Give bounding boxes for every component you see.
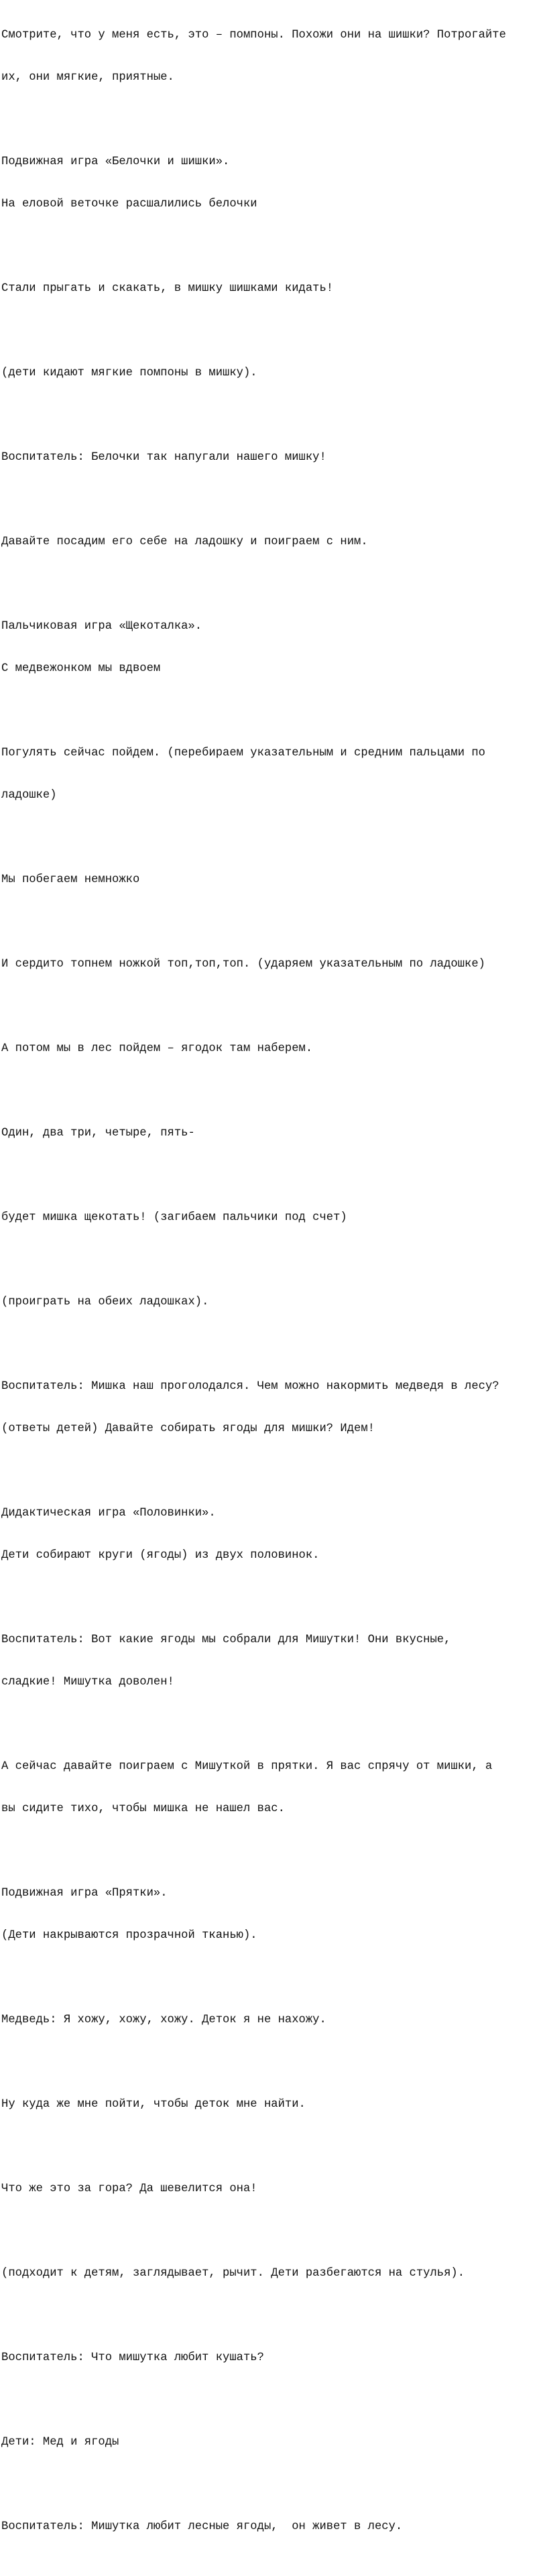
text-line: Дети собирают круги (ягоды) из двух половинок. (1, 1549, 320, 1562)
game-heading: Дидактическая игра «Половинки». (1, 1507, 216, 1520)
text-line: Стали прыгать и скакать, в мишку шишками кидать! (1, 282, 334, 295)
text-line: С медвежонком мы вдвоем (1, 662, 161, 675)
paragraph-23 (1, 2238, 544, 2309)
paragraph-1 (1, 0, 544, 113)
paragraph-9 (1, 845, 544, 915)
text-line: вы сидите тихо, чтобы мишка не нашел вас. (1, 1802, 285, 1815)
text-line: Смотрите, что у меня есть, это – помпоны. Похожи они на шишки? Потрогайте (1, 29, 506, 42)
text-line: сладкие! Мишутка доволен! (1, 1676, 174, 1689)
paragraph-6 (1, 507, 544, 577)
paragraph-10 (1, 929, 544, 999)
paragraph-14 (1, 1267, 544, 1337)
paragraph-2 (1, 127, 544, 239)
text-line: Мы побегаем немножко (1, 873, 140, 886)
paragraph-24 (1, 2323, 544, 2393)
text-line: Воспитатель: Мишутка любит лесные ягоды, он живет в лесу. (1, 2520, 403, 2533)
paragraph-15 (1, 1351, 544, 1464)
text-line: (дети кидают мягкие помпоны в мишку). (1, 367, 257, 379)
paragraph-21 (1, 2069, 544, 2140)
paragraph-11 (1, 1014, 544, 1084)
text-line: Погулять сейчас пойдем. (перебираем указательным и средним пальцами по (1, 747, 485, 759)
document-body (1, 0, 544, 2576)
paragraph-26 (1, 2492, 544, 2562)
text-line: И сердито топнем ножкой топ,топ,топ. (ударяем указательным по ладошке) (1, 958, 485, 971)
text-line: (проиграть на обеих ладошках). (1, 1296, 209, 1308)
paragraph-12 (1, 1098, 544, 1168)
paragraph-8 (1, 718, 544, 831)
paragraph-7 (1, 591, 544, 704)
text-line: Один, два три, четыре, пять- (1, 1127, 195, 1140)
text-line: (ответы детей) Давайте собирать ягоды для мишки? Идем! (1, 1422, 375, 1435)
text-line: ладошке) (1, 789, 57, 802)
game-heading: Пальчиковая игра «Щекоталка». (1, 620, 202, 633)
paragraph-22 (1, 2154, 544, 2224)
paragraph-18 (1, 1731, 544, 1844)
paragraph-25 (1, 2407, 544, 2477)
paragraph-19 (1, 1858, 544, 1971)
text-line: Воспитатель: Что мишутка любит кушать? (1, 2351, 264, 2364)
game-heading: Подвижная игра «Прятки». (1, 1887, 168, 1900)
paragraph-16 (1, 1478, 544, 1591)
paragraph-4 (1, 338, 544, 408)
text-line: Воспитатель: Белочки так напугали нашего мишку! (1, 451, 326, 464)
paragraph-20 (1, 1985, 544, 2055)
text-line: (Дети накрываются прозрачной тканью). (1, 1929, 257, 1942)
text-line: А потом мы в лес пойдем – ягодок там наберем. (1, 1042, 313, 1055)
text-line: Ну куда же мне пойти, чтобы деток мне найти. (1, 2098, 306, 2111)
text-line: будет мишка щекотать! (загибаем пальчики под счет) (1, 1211, 347, 1224)
text-line: Что же это за гора? Да шевелится она! (1, 2183, 257, 2195)
paragraph-13 (1, 1182, 544, 1253)
text-line: Воспитатель: Мишка наш проголодался. Чем можно накормить медведя в лесу? (1, 1380, 499, 1393)
text-line: А сейчас давайте поиграем с Мишуткой в прятки. Я вас спрячу от мишки, а (1, 1760, 493, 1773)
text-line: Давайте посадим его себе на ладошку и поиграем с ним. (1, 536, 368, 548)
text-line: Медведь: Я хожу, хожу, хожу. Деток я не нахожу. (1, 2014, 326, 2026)
text-line: (подходит к детям, заглядывает, рычит. Дети разбегаются на стулья). (1, 2267, 465, 2280)
text-line: На еловой веточке расшалились белочки (1, 198, 257, 210)
text-line: Дети: Мед и ягоды (1, 2436, 119, 2449)
paragraph-17 (1, 1605, 544, 1717)
paragraph-5 (1, 422, 544, 493)
text-line: Воспитатель: Вот какие ягоды мы собрали для Мишутки! Они вкусные, (1, 1634, 451, 1646)
text-line: их, они мягкие, приятные. (1, 71, 174, 84)
paragraph-3 (1, 253, 544, 324)
game-heading: Подвижная игра «Белочки и шишки». (1, 156, 230, 168)
